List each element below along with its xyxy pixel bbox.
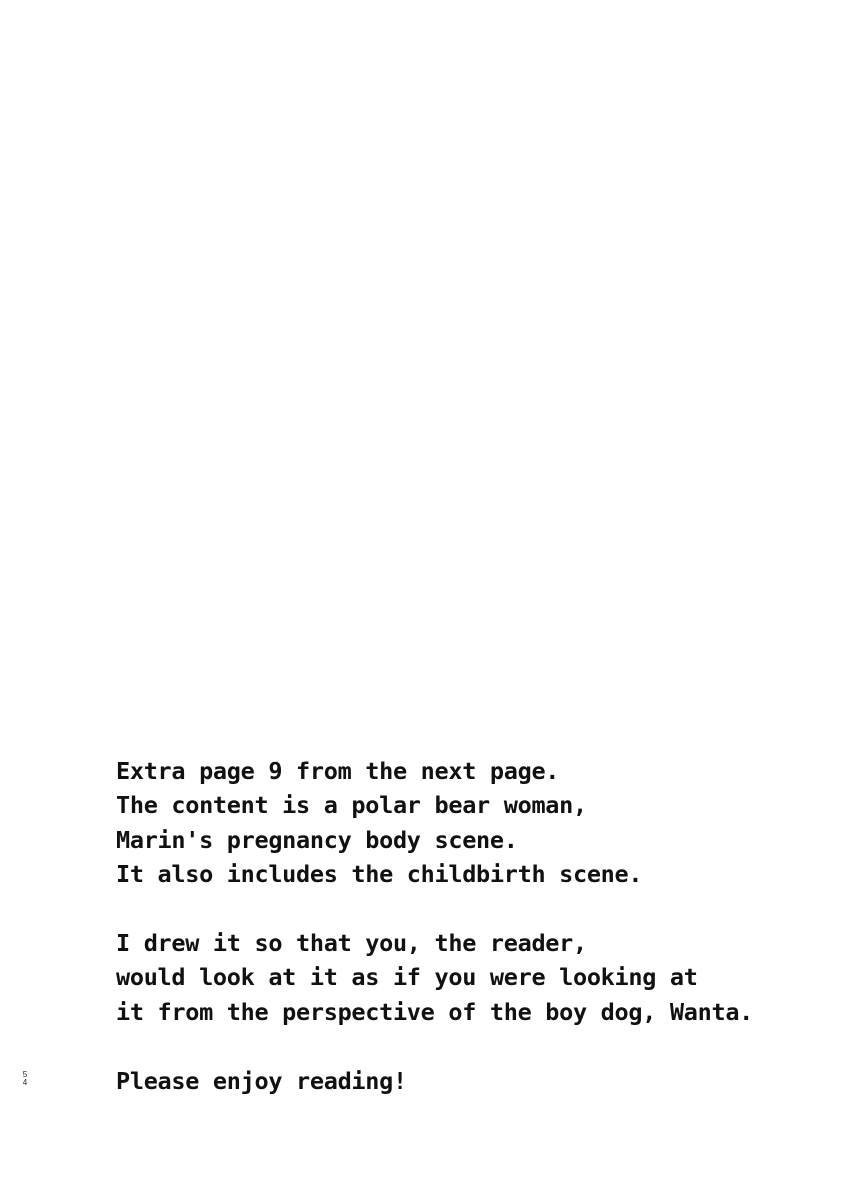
paragraph-spacer bbox=[116, 1029, 816, 1063]
text-line: it from the perspective of the boy dog, Wanta. bbox=[116, 997, 754, 1026]
afterword-text bbox=[116, 754, 816, 1098]
text-line: would look at it as if you were looking at bbox=[116, 963, 698, 992]
paragraph-perspective bbox=[116, 926, 816, 1029]
paragraph-spacer bbox=[116, 892, 816, 926]
text-line: It also includes the childbirth scene. bbox=[116, 860, 643, 889]
text-line: Extra page 9 from the next page. bbox=[116, 757, 560, 785]
text-line: The content is a polar bear woman, bbox=[116, 791, 587, 820]
paragraph-closing bbox=[116, 1064, 816, 1098]
page-number-digit: 5 bbox=[22, 1070, 28, 1079]
paragraph-intro bbox=[116, 754, 816, 892]
text-line: Marin's pregnancy body scene. bbox=[116, 825, 518, 854]
text-line: Please enjoy reading! bbox=[116, 1066, 407, 1095]
text-line: I drew it so that you, the reader, bbox=[116, 928, 587, 957]
page-number-digit: 4 bbox=[22, 1078, 28, 1087]
page-number bbox=[21, 1071, 29, 1087]
